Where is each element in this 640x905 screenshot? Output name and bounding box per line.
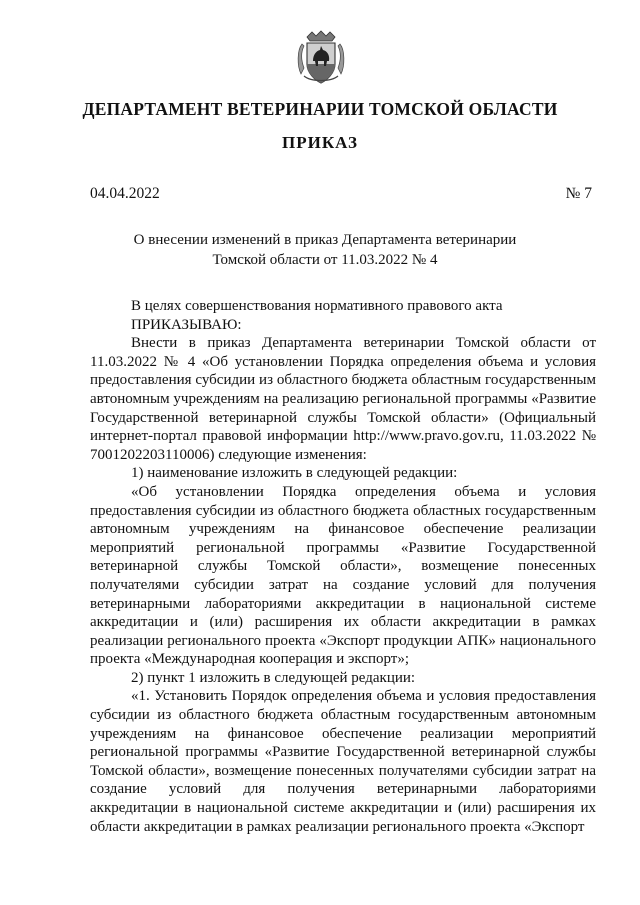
document-body: [90, 297, 596, 836]
document-subject: [100, 230, 550, 270]
paragraph-item-2-text: «1. Установить Порядок определения объема и условия предоставления субсидии из областного бюджета областным государственным автономным учреждениям на финансовое обеспечение реализации мероприятий региональной программы «Развитие Государственной ветеринарной службы Томской области», возмещение понесенных получателями субсидии затрат на создание условий для получения ветеринарными лабораториями аккредитации в национальной системе аккредитации и (или) расширения их области аккредитации в рамках реализации регионального проекта «Экспорт: [90, 688, 596, 835]
department-name: ДЕПАРТАМЕНТ ВЕТЕРИНАРИИ ТОМСКОЙ ОБЛАСТИ: [82, 99, 558, 119]
paragraph-order-word: ПРИКАЗЫВАЮ:: [131, 316, 242, 333]
subject-line-1: О внесении изменений в приказ Департамента ветеринарии: [133, 232, 517, 248]
document-date: 04.04.2022: [90, 185, 160, 202]
paragraph-item-1: 1) наименование изложить в следующей редакции:: [131, 465, 458, 482]
tomsk-coat-of-arms-icon: [294, 30, 348, 86]
paragraph-purpose: В целях совершенствования нормативного правового акта: [131, 298, 503, 314]
paragraph-amend-intro: Внести в приказ Департамента ветеринарии Томской области от 11.03.2022 № 4 «Об установлении Порядка определения объема и условия предоставления субсидии из областного бюджета областным государственным автономным учреждениям на реализацию региональной программы «Развитие Государственной ветеринарной службы Томской области» (Официальный интернет-портал правовой информации http://www.pravo.gov.ru, 11.03.2022 № 7001202203110006) следующие изменения:: [90, 335, 596, 463]
paragraph-item-2: 2) пункт 1 изложить в следующей редакции:: [131, 669, 416, 686]
document-type-title: ПРИКАЗ: [282, 133, 358, 152]
document-number: № 7: [565, 185, 592, 202]
subject-line-2: Томской области от 11.03.2022 № 4: [212, 252, 438, 268]
paragraph-item-1-text: «Об установлении Порядка определения объема и условия предоставления субсидии из областного бюджета областных государственным автономным учреждениям на финансовое обеспечение реализации мероприятий региональной программы «Развитие Государственной ветеринарной службы Томской области», возмещение понесенных получателями субсидии затрат на создание условий для получения ветеринарными лабораториями аккредитации в национальной системе аккредитации и (или) расширения их области аккредитации в рамках реализации регионального проекта «Экспорт продукции АПК» национального проекта «Международная кооперация и экспорт»;: [90, 483, 596, 668]
